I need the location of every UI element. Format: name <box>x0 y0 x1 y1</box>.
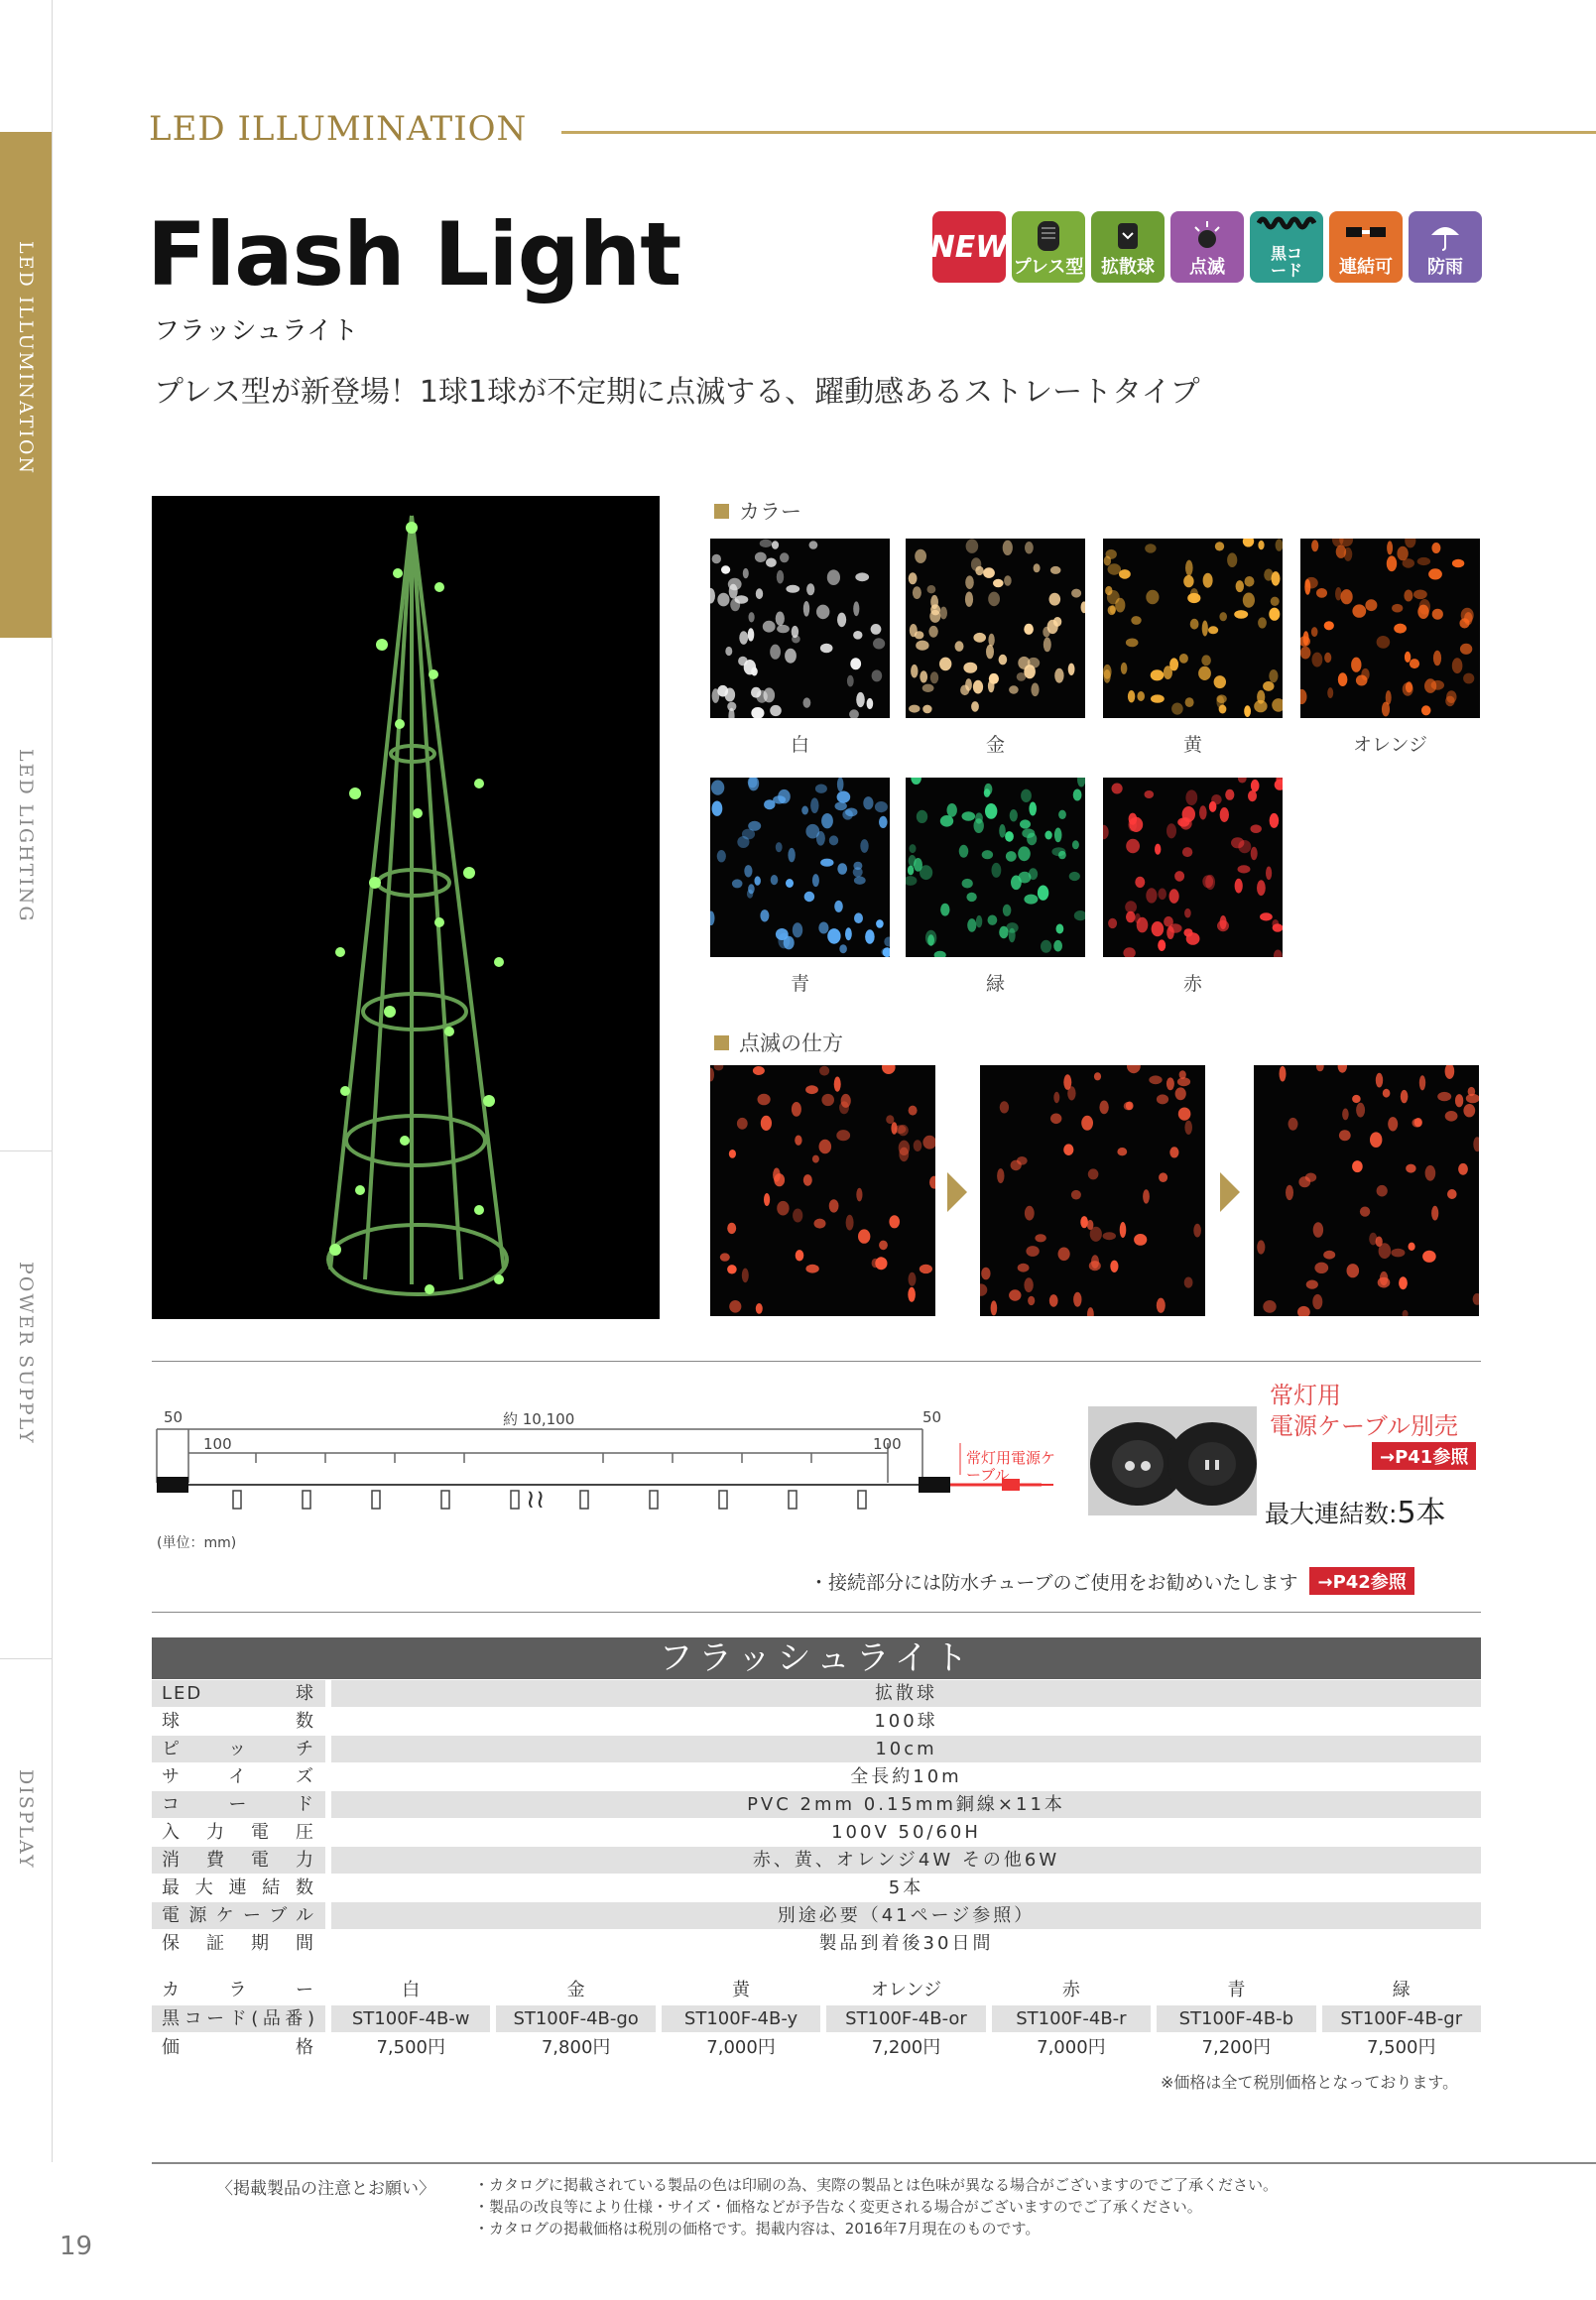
spec-key: 入力電圧 <box>162 1822 315 1843</box>
price-table <box>152 1977 1481 2063</box>
price-cell: 7,200円 <box>871 2037 941 2058</box>
max-connection-text: 最大連結数: <box>1265 1500 1398 1528</box>
price-cell: 7,800円 <box>541 2037 611 2058</box>
spec-row <box>152 1791 1481 1818</box>
price-cell: 7,000円 <box>1037 2037 1106 2058</box>
unit-label: (単位：mm) <box>157 1535 237 1551</box>
spec-key: 電源ケーブル <box>152 1902 325 1929</box>
price-cell: 7,500円 <box>376 2037 445 2058</box>
price-cell: 7,500円 <box>1366 2037 1436 2058</box>
spec-value: 別途必要（41ページ参照） <box>331 1902 1481 1929</box>
spec-value: 100V 50/60H <box>831 1822 981 1843</box>
price-code-row <box>152 2005 1481 2032</box>
price-color-cell: 緑 <box>1392 1980 1411 2000</box>
price-row-label: 黒コード(品番) <box>152 2005 325 2032</box>
bulb-texture <box>710 539 890 718</box>
black-cord-icon <box>1257 215 1316 231</box>
price-color-cell: 青 <box>1227 1980 1246 2000</box>
badge-label: 連結可 <box>1339 257 1393 278</box>
spec-value: 赤、黄、オレンジ4W その他6W <box>331 1847 1481 1874</box>
section-label-text: カラー <box>739 500 801 524</box>
color-swatch-yellow <box>1103 539 1283 718</box>
product-code-cell: ST100F-4B-w <box>331 2005 490 2032</box>
spec-value: 全長約10m <box>850 1766 962 1787</box>
spec-value: 製品到着後30日間 <box>818 1933 994 1954</box>
spec-key: コード <box>152 1791 325 1818</box>
spec-row <box>152 1736 1481 1762</box>
side-tab-label: POWER SUPPLY <box>15 1262 37 1445</box>
price-row-label: 価格 <box>162 2037 315 2058</box>
blink-photo-2 <box>980 1065 1205 1316</box>
spec-key: 球数 <box>162 1711 315 1732</box>
spec-value: PVC 2mm 0.15mm銅線×11本 <box>331 1791 1481 1818</box>
side-tab-label: DISPLAY <box>15 1769 37 1870</box>
section-rule <box>152 1612 1481 1613</box>
blink-photo-1 <box>710 1065 935 1316</box>
price-cell: 7,200円 <box>1201 2037 1272 2058</box>
color-caption: オレンジ <box>1352 734 1428 756</box>
p41-ref-link[interactable]: →P41参照 <box>1372 1442 1476 1470</box>
price-color-cell: 赤 <box>1061 1980 1080 2000</box>
badge-label: NEW <box>929 229 1009 265</box>
note-item: ・製品の改良等により仕様・サイズ・価格などが予告なく変更される場合がございますのでご了承ください。 <box>474 2198 1202 2216</box>
bulb-texture <box>980 1065 1205 1316</box>
color-swatch-blue <box>710 778 890 957</box>
product-title: Flash Light <box>147 203 681 305</box>
color-caption: 赤 <box>1182 973 1202 995</box>
blink-photo-3 <box>1254 1065 1479 1316</box>
price-color-cell: 金 <box>566 1980 585 2000</box>
diffuse-bulb-badge <box>1091 211 1165 283</box>
spec-key: LED球 <box>152 1680 325 1707</box>
side-tab-led-lighting[interactable] <box>0 640 52 1151</box>
connector-icon <box>1344 219 1388 245</box>
note-item: ・カタログに掲載されている製品の色は印刷の為、実際の製品とは色味が異なる場合がございますのでご了承ください。 <box>474 2176 1279 2194</box>
side-divider <box>52 0 53 2162</box>
category-heading: LED ILLUMINATION <box>149 109 528 149</box>
cable-title-2: 電源ケーブル別売 <box>1270 1412 1458 1440</box>
flash-bulb-icon <box>1190 219 1224 253</box>
note-item: ・カタログの掲載価格は税別の価格です。掲載内容は、2016年7月現在のものです。 <box>474 2220 1041 2238</box>
spec-table-title: フラッシュライト <box>152 1637 1481 1679</box>
connector-illustration <box>1088 1406 1257 1515</box>
spec-key: 保証期間 <box>162 1933 315 1954</box>
rainproof-badge <box>1409 211 1482 283</box>
spec-row <box>152 1875 1481 1901</box>
color-swatch-orange <box>1300 539 1480 718</box>
side-tab-led-illumination[interactable] <box>0 132 52 638</box>
connector-badge <box>1329 211 1403 283</box>
p42-ref-link[interactable]: →P42参照 <box>1309 1567 1413 1595</box>
spec-key: 消費電力 <box>152 1847 325 1874</box>
svg-text:≀≀: ≀≀ <box>526 1485 546 1514</box>
side-tab-power-supply[interactable] <box>0 1152 52 1659</box>
feature-badges <box>929 211 1482 283</box>
section-label-text: 点滅の仕方 <box>739 1031 843 1055</box>
color-section-label <box>714 496 801 526</box>
spec-key: 最大連結数 <box>162 1877 315 1898</box>
spec-row <box>152 1708 1481 1735</box>
bulb-texture <box>710 778 890 957</box>
badge-label: 点滅 <box>1189 257 1225 278</box>
press-bulb-icon <box>1034 219 1063 253</box>
waterproof-note-text: ・接続部分には防水チューブのご使用をお勧めいたします <box>809 1571 1298 1594</box>
spec-value: 5本 <box>888 1877 924 1898</box>
badge-label: 拡散球 <box>1101 257 1155 278</box>
color-caption: 白 <box>790 734 809 756</box>
waterproof-note <box>809 1567 1414 1595</box>
spec-key: ピッチ <box>152 1736 325 1762</box>
spec-row <box>152 1763 1481 1790</box>
dim-left-end: 50 <box>164 1408 184 1426</box>
price-color-row <box>152 1977 1481 2003</box>
spec-row <box>152 1847 1481 1874</box>
new-badge <box>929 211 1009 283</box>
bulb-texture <box>1300 539 1480 718</box>
arrow-right-icon <box>1220 1172 1240 1212</box>
spec-value: 拡散球 <box>331 1680 1481 1707</box>
section-rule <box>152 1361 1481 1362</box>
color-swatch-gold <box>906 539 1085 718</box>
product-code-cell: ST100F-4B-gr <box>1322 2005 1481 2032</box>
section-marker <box>714 504 729 519</box>
price-color-cell: 黄 <box>732 1980 751 2000</box>
arrow-right-icon <box>947 1172 967 1212</box>
color-swatch-red <box>1103 778 1283 957</box>
notes-list <box>474 2174 1278 2239</box>
product-subtitle: フラッシュライト <box>154 316 359 346</box>
color-caption: 黄 <box>1182 734 1202 756</box>
side-tab-label: LED LIGHTING <box>15 749 37 923</box>
footer-rule <box>152 2162 1596 2164</box>
max-connection-value: 5本 <box>1397 1496 1446 1530</box>
max-connection-label <box>1265 1488 1446 1531</box>
color-caption: 青 <box>790 973 809 995</box>
tax-note: ※価格は全て税別価格となっております。 <box>1161 2073 1459 2092</box>
product-code-cell: ST100F-4B-or <box>826 2005 985 2032</box>
tree-illustration <box>152 496 660 1319</box>
color-swatch-white <box>710 539 890 718</box>
color-caption: 緑 <box>985 973 1005 995</box>
umbrella-icon <box>1428 219 1462 253</box>
product-tagline: プレス型が新登場！1球1球が不定期に点滅する、躍動感あるストレートタイプ <box>154 375 1200 410</box>
bulb-texture <box>1103 778 1283 957</box>
product-code-cell: ST100F-4B-go <box>496 2005 655 2032</box>
product-code-cell: ST100F-4B-y <box>662 2005 820 2032</box>
badge-label: 防雨 <box>1427 257 1463 278</box>
black-cord-badge <box>1250 211 1323 283</box>
spec-row <box>152 1902 1481 1929</box>
price-color-cell: 白 <box>402 1980 421 2000</box>
press-bulb-badge <box>1012 211 1085 283</box>
cable-label: 常灯用電源ケーブル <box>966 1449 1056 1484</box>
dim-right-pitch: 100 <box>873 1435 902 1453</box>
spec-value: 100球 <box>874 1711 938 1732</box>
diffuse-bulb-icon <box>1113 219 1143 253</box>
price-color-cell: オレンジ <box>870 1980 942 2000</box>
product-code-cell: ST100F-4B-r <box>992 2005 1151 2032</box>
badge-label: プレス型 <box>1013 257 1084 278</box>
bulb-texture <box>906 778 1085 957</box>
bulb-texture <box>1254 1065 1479 1316</box>
dim-left-pitch: 100 <box>203 1435 232 1453</box>
price-value-row <box>152 2034 1481 2061</box>
bulb-texture <box>906 539 1085 718</box>
dim-right-end: 50 <box>922 1408 942 1426</box>
flash-badge <box>1170 211 1244 283</box>
product-photo <box>152 496 660 1319</box>
page-number: 19 <box>60 2232 93 2261</box>
price-cell: 7,000円 <box>706 2037 776 2058</box>
color-caption: 金 <box>985 734 1005 756</box>
header-rule <box>561 131 1596 134</box>
badge-label: 黒コード <box>1270 244 1302 280</box>
connector-photo <box>1088 1406 1257 1515</box>
spec-value: 10cm <box>331 1736 1481 1762</box>
cable-title-1: 常灯用 <box>1270 1382 1341 1409</box>
spec-row <box>152 1819 1481 1846</box>
spec-row <box>152 1930 1481 1957</box>
spec-row <box>152 1680 1481 1707</box>
price-row-label: カラー <box>162 1980 315 2000</box>
product-code-cell: ST100F-4B-b <box>1157 2005 1315 2032</box>
notes-heading: 〈掲載製品の注意とお願い〉 <box>216 2179 435 2199</box>
bulb-texture <box>710 1065 935 1316</box>
blink-section-label <box>714 1028 843 1057</box>
side-tab-label: LED ILLUMINATION <box>15 241 37 476</box>
side-tab-display[interactable] <box>0 1660 52 2161</box>
dim-total: 約 10,100 <box>503 1410 575 1428</box>
spec-key: サイズ <box>162 1766 315 1787</box>
section-marker <box>714 1035 729 1050</box>
bulb-texture <box>1103 539 1283 718</box>
spec-table <box>152 1680 1481 1958</box>
color-swatch-green <box>906 778 1085 957</box>
